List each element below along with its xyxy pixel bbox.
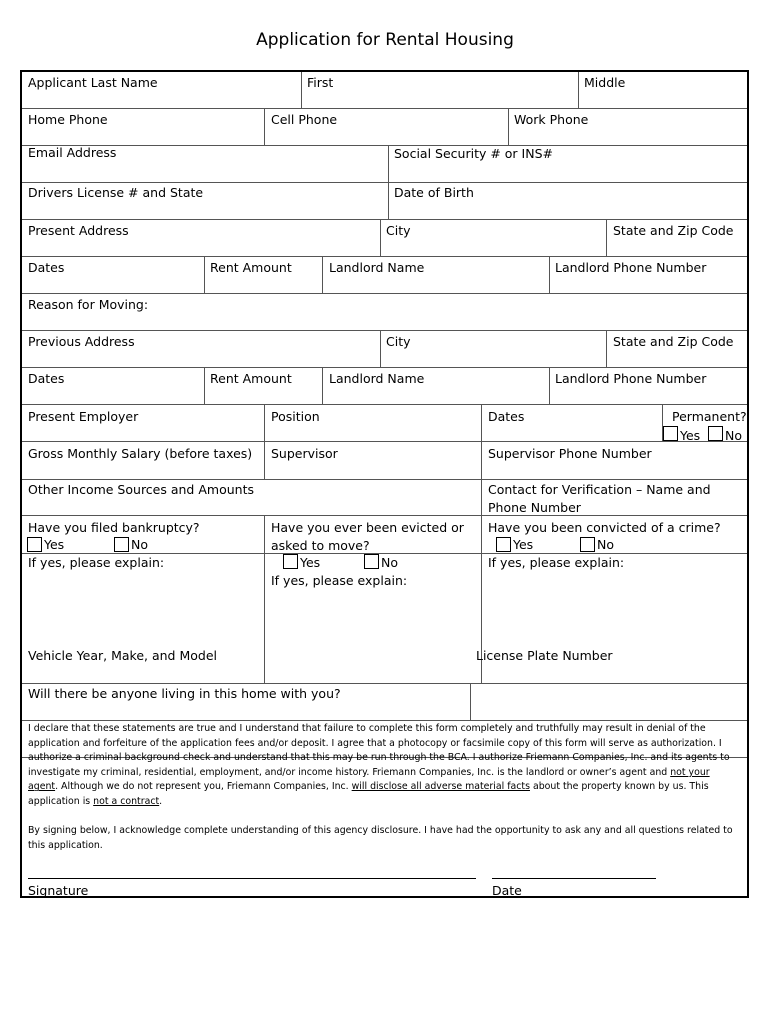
label-present-city: City — [386, 223, 411, 238]
bankruptcy-yes-checkbox[interactable] — [27, 537, 42, 552]
row-divider — [22, 145, 747, 146]
agency-disclosure-paragraph: By signing below, I acknowledge complete understanding of this agency disclosure. I have had the opportunity to ask any and all questions related to this application. — [28, 825, 733, 851]
label-previous-landlord-name: Landlord Name — [329, 371, 425, 386]
convicted-no-checkbox[interactable] — [580, 537, 595, 552]
row-divider — [22, 683, 747, 684]
declaration-text: . — [159, 795, 163, 807]
label-drivers-license: Drivers License # and State — [28, 185, 204, 200]
label-work-phone: Work Phone — [514, 112, 589, 127]
label-convicted-explain: If yes, please explain: — [488, 555, 625, 570]
col-divider — [204, 256, 205, 293]
row-divider — [22, 293, 747, 294]
declaration-text: about the property known by us. This application is — [28, 781, 709, 807]
label-present-rent-amount: Rent Amount — [210, 260, 292, 275]
evicted-no-checkbox[interactable] — [364, 554, 379, 569]
label-social-security: Social Security # or INS# — [394, 146, 553, 161]
label-previous-state-zip: State and Zip Code — [613, 334, 734, 349]
permanent-yes-checkbox[interactable] — [663, 426, 678, 441]
label-evicted-yes: Yes — [300, 555, 321, 570]
row-divider — [22, 182, 747, 183]
row-divider — [22, 367, 747, 368]
declaration-paragraph — [28, 722, 739, 810]
label-date-of-birth: Date of Birth — [394, 185, 474, 200]
col-divider — [301, 72, 302, 108]
label-evicted: Have you ever been evicted or asked to move? — [271, 520, 464, 553]
row-divider — [22, 256, 747, 257]
row-divider — [22, 404, 747, 405]
row-divider — [22, 479, 747, 480]
col-divider — [508, 108, 509, 145]
label-bankruptcy-explain: If yes, please explain: — [28, 555, 165, 570]
label-present-landlord-phone: Landlord Phone Number — [555, 260, 707, 275]
label-previous-landlord-phone: Landlord Phone Number — [555, 371, 707, 386]
col-divider — [606, 219, 607, 256]
label-present-state-zip: State and Zip Code — [613, 223, 734, 238]
convicted-yes-checkbox[interactable] — [496, 537, 511, 552]
declaration-underlined-text: will disclose all adverse material facts — [351, 781, 530, 793]
label-bankruptcy-no: No — [131, 537, 148, 552]
label-gross-monthly-salary: Gross Monthly Salary (before taxes) — [28, 446, 253, 461]
declaration-underlined-text: not your agent — [28, 766, 710, 793]
evicted-yes-checkbox[interactable] — [283, 554, 298, 569]
label-previous-city: City — [386, 334, 411, 349]
label-anyone-living: Will there be anyone living in this home with you? — [28, 686, 341, 701]
label-license-plate: License Plate Number — [476, 648, 613, 663]
label-convicted-yes: Yes — [513, 537, 534, 552]
col-divider — [470, 683, 471, 720]
declaration-text: I declare that these statements are true and I understand that failure to complete this form completely and truthfully may result in denial of the application and forfeiture of the application fees and/or deposit. I agree that a photocopy or facsimile copy of this form will serve as authorization. I authorize a criminal background check and understand that this may be run through the BCA. I authorize Friemann Companies, Inc. and its agents to investigate my criminal, residential, employment, and/or income history. Friemann Companies, Inc. is the landlord or owner’s agent and — [28, 723, 730, 778]
page-title: Application for Rental Housing — [256, 30, 514, 50]
permanent-no-checkbox[interactable] — [708, 426, 723, 441]
label-email-address: Email Address — [28, 145, 117, 160]
row-divider — [22, 219, 747, 220]
label-previous-address: Previous Address — [28, 334, 135, 349]
col-divider — [204, 367, 205, 404]
label-supervisor: Supervisor — [271, 446, 338, 461]
col-divider — [388, 145, 389, 219]
col-divider — [264, 404, 265, 479]
label-present-address: Present Address — [28, 223, 129, 238]
row-divider — [22, 108, 747, 109]
label-home-phone: Home Phone — [28, 112, 108, 127]
label-convicted-no: No — [597, 537, 614, 552]
col-divider — [549, 256, 550, 293]
col-divider — [549, 367, 550, 404]
label-present-dates: Dates — [28, 260, 65, 275]
label-employment-dates: Dates — [488, 409, 525, 424]
row-divider — [22, 330, 747, 331]
label-present-employer: Present Employer — [28, 409, 139, 424]
date-line[interactable] — [492, 878, 656, 879]
signature-line[interactable] — [28, 878, 476, 879]
col-divider — [264, 108, 265, 145]
label-applicant-last-name: Applicant Last Name — [28, 75, 158, 90]
label-position: Position — [271, 409, 320, 424]
label-cell-phone: Cell Phone — [271, 112, 338, 127]
label-bankruptcy: Have you filed bankruptcy? — [28, 520, 200, 535]
label-middle-name: Middle — [584, 75, 626, 90]
label-contact-verification: Contact for Verification – Name and Phone Number — [488, 482, 711, 515]
label-other-income: Other Income Sources and Amounts — [28, 482, 254, 497]
col-divider — [322, 256, 323, 293]
rental-application-form — [20, 70, 749, 898]
label-evicted-no: No — [381, 555, 398, 570]
col-divider — [481, 404, 482, 683]
col-divider — [264, 515, 265, 683]
label-signature: Signature — [28, 883, 89, 898]
col-divider — [380, 219, 381, 256]
label-supervisor-phone: Supervisor Phone Number — [488, 446, 652, 461]
label-convicted: Have you been convicted of a crime? — [488, 520, 721, 535]
label-vehicle: Vehicle Year, Make, and Model — [28, 648, 217, 663]
row-divider — [22, 441, 747, 442]
col-divider — [380, 330, 381, 367]
label-permanent: Permanent? — [672, 409, 747, 424]
label-reason-for-moving: Reason for Moving: — [28, 297, 149, 312]
label-permanent-no: No — [725, 428, 742, 443]
label-bankruptcy-yes: Yes — [44, 537, 65, 552]
label-evicted-explain: If yes, please explain: — [271, 573, 408, 588]
declaration-underlined-text: not a contract — [93, 795, 160, 807]
col-divider — [578, 72, 579, 108]
col-divider — [606, 330, 607, 367]
row-divider — [22, 720, 747, 721]
bankruptcy-no-checkbox[interactable] — [114, 537, 129, 552]
col-divider — [322, 367, 323, 404]
declaration-text: . Although we do not represent you, Friemann Companies, Inc. — [55, 781, 352, 793]
label-previous-dates: Dates — [28, 371, 65, 386]
label-present-landlord-name: Landlord Name — [329, 260, 425, 275]
label-permanent-yes: Yes — [680, 428, 701, 443]
label-first-name: First — [307, 75, 334, 90]
label-previous-rent-amount: Rent Amount — [210, 371, 292, 386]
label-date: Date — [492, 883, 522, 898]
